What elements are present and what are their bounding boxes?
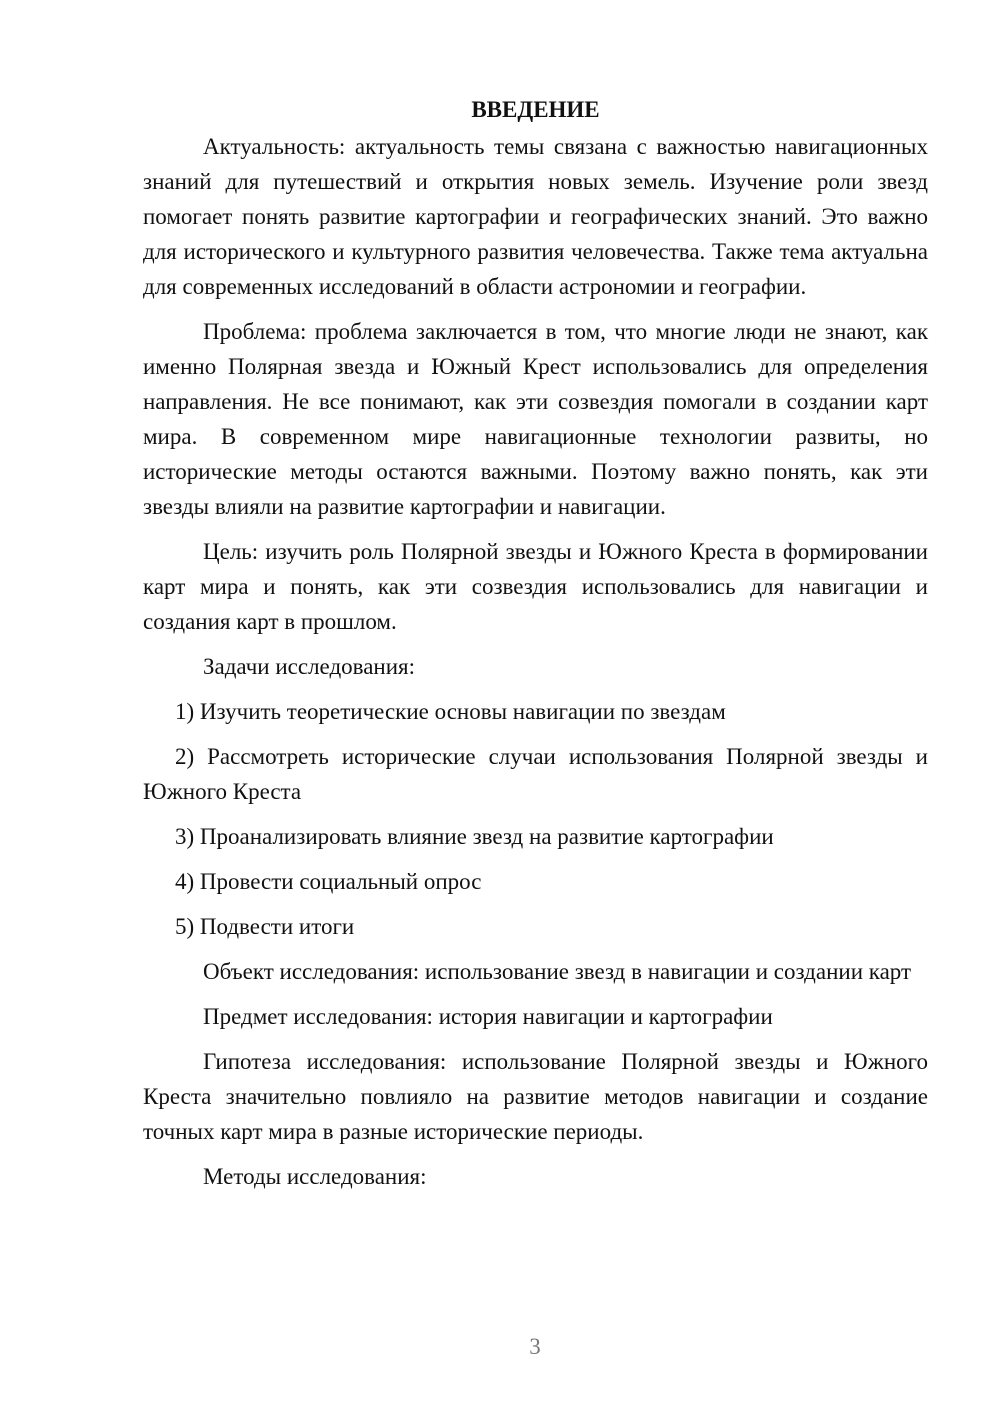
hypothesis-paragraph: Гипотеза исследования: использование Полярной звезды и Южного Креста значительно повлияло на развитие методов навигации и создание точных карт мира в разные исторические периоды. [143, 1049, 928, 1144]
page-content [143, 92, 928, 1204]
task-item-3: 3) Проанализировать влияние звезд на развитие картографии [175, 824, 774, 849]
task-item-5: 5) Подвести итоги [175, 914, 355, 939]
tasks-heading: Задачи исследования: [203, 654, 416, 679]
task-item-4: 4) Провести социальный опрос [175, 869, 482, 894]
page-number: 3 [529, 1334, 541, 1359]
problem-paragraph: Проблема: проблема заключается в том, что многие люди не знают, как именно Полярная звезда и Южный Крест использовались для определения направления. Не все понимают, как эти созвездия помогали в создании карт мира. В современном мире навигационные технологии развиты, но исторические методы остаются важными. Поэтому важно понять, как эти звезды влияли на развитие картографии и навигации. [143, 319, 928, 519]
task-item-1: 1) Изучить теоретические основы навигации по звездам [175, 699, 726, 724]
section-title: ВВЕДЕНИЕ [471, 97, 600, 122]
object-paragraph: Объект исследования: использование звезд в навигации и создании карт [203, 959, 912, 984]
goal-paragraph: Цель: изучить роль Полярной звезды и Южного Креста в формировании карт мира и понять, как эти созвездия использовались для навигации и создания карт в прошлом. [143, 539, 928, 634]
task-item-2: 2) Рассмотреть исторические случаи использования Полярной звезды и Южного Креста [143, 744, 928, 804]
subject-paragraph: Предмет исследования: история навигации и картографии [203, 1004, 773, 1029]
relevance-paragraph: Актуальность: актуальность темы связана с важностью навигационных знаний для путешествий и открытия новых земель. Изучение роли звезд помогает понять развитие картографии и географических знаний. Это важно для исторического и культурного развития человечества. Также тема актуальна для современных исследований в области астрономии и географии. [143, 134, 928, 299]
methods-heading: Методы исследования: [203, 1164, 427, 1189]
